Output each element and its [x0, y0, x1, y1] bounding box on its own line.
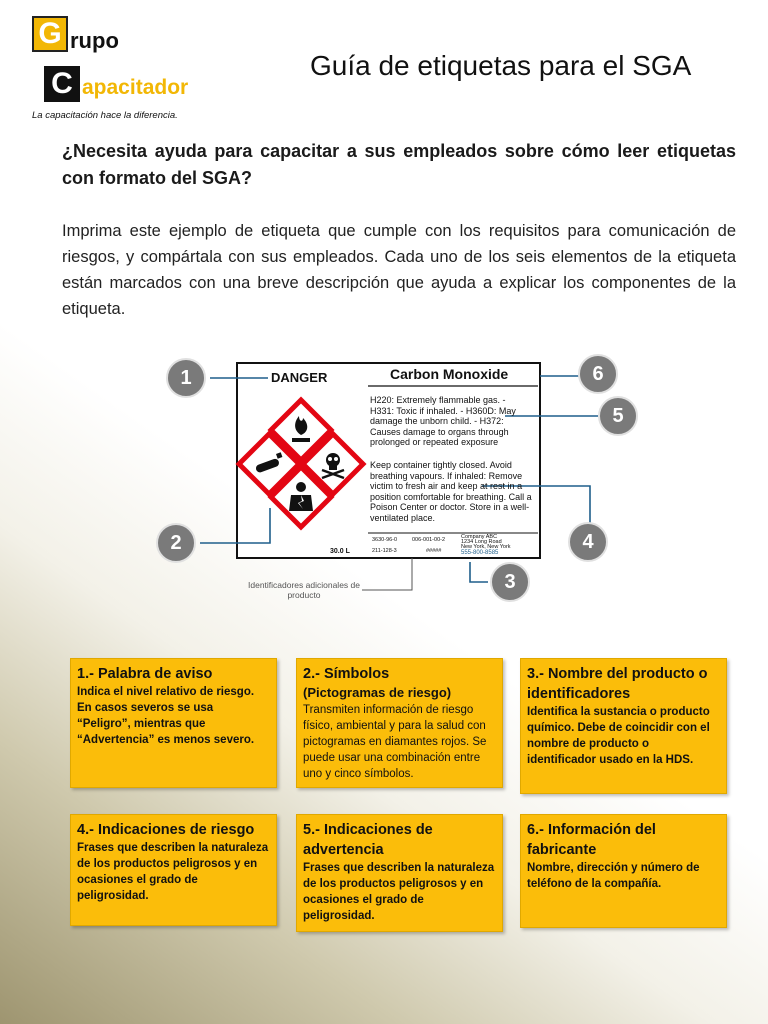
card-signal-word	[70, 658, 277, 788]
intro-paragraph: Imprima este ejemplo de etiqueta que cumple con los requisitos para comunicación de riesgos, y compártala con sus empleados. Cada uno de los seis elementos de la etiqueta están marcados con una breve descripción que ayuda a explicar los componentes de la etiqueta.	[62, 222, 736, 318]
supplier-address-1: 1234 Long Road	[461, 539, 502, 545]
card-title: 3.- Nombre del producto o identificadores	[527, 666, 708, 702]
card-body: Frases que describen la naturaleza de los productos peligrosos y en ocasiones el grado de peligrosidad.	[77, 842, 269, 902]
supplier-phone: 555-800-8585	[461, 550, 499, 556]
logo-word-grupo: rupo	[70, 28, 119, 53]
card-body: Indica el nivel relativo de riesgo. En casos severos se usa “Peligro”, mientras que “Advertencia” es menos severo.	[77, 686, 255, 746]
card-supplier-information	[520, 814, 727, 928]
card-title: 5.- Indicaciones de advertencia	[303, 822, 433, 858]
card-title: 4.- Indicaciones de riesgo	[77, 822, 255, 838]
card-symbols	[296, 658, 503, 788]
card-body: Identifica la sustancia o producto químico. Debe de coincidir con el nombre de producto o identificador usado en la HDS.	[527, 706, 710, 766]
question-heading: ¿Necesita ayuda para capacitar a sus empleados sobre cómo leer etiquetas con formato del SGA?	[62, 141, 736, 188]
card-title: 2.- Símbolos	[303, 666, 390, 682]
marker-1: 1	[166, 358, 206, 398]
code-2: 006-001-00-2	[412, 537, 446, 543]
card-title: 1.- Palabra de aviso	[77, 666, 213, 682]
supplier-address-2: New York, New York	[461, 544, 511, 550]
ghs-label-diagram	[150, 350, 640, 610]
marker-3: 3	[490, 562, 530, 602]
card-product-identifier	[520, 658, 727, 794]
precautionary-statements: Keep container tightly closed. Avoid breathing vapours. If inhaled: Remove victim to fresh air and keep at rest in a position comfortable for breathing. Call a Poison Center or doctor. Store in a well-ventilated place.	[370, 460, 532, 523]
card-precautionary-statements	[296, 814, 503, 932]
card-body: Transmiten información de riesgo físico, ambiental y para la salud con pictogramas en diamantes rojos. Se puede usar una combinación entre uno y cinco símbolos.	[303, 704, 487, 780]
quantity: 30.0 L	[330, 548, 350, 555]
company-logo	[30, 14, 230, 124]
code-4: #####	[426, 548, 442, 554]
logo-word-capacitador: apacitador	[82, 76, 189, 99]
card-title: 6.- Información del fabricante	[527, 822, 656, 858]
leader-3	[470, 562, 488, 582]
identifiers-caption: Identificadores adicionales de producto	[248, 580, 360, 600]
code-1: 3630-96-0	[372, 537, 398, 543]
hazard-statements: H220: Extremely flammable gas. - H331: Toxic if inhaled. - H360D: May damage the unborn child. - H372: Causes damage to organs through prolonged or repeated exposure	[370, 395, 516, 447]
leader-identifiers	[362, 558, 412, 590]
marker-6: 6	[578, 354, 618, 394]
marker-4: 4	[568, 522, 608, 562]
logo-c-box: C	[44, 66, 80, 102]
card-subtitle: (Pictogramas de riesgo)	[303, 685, 452, 700]
page-title: Guía de etiquetas para el SGA	[310, 50, 692, 81]
logo-g-box: G	[32, 16, 68, 52]
marker-2: 2	[156, 523, 196, 563]
marker-5: 5	[598, 396, 638, 436]
logo-tagline: La capacitación hace la diferencia.	[32, 110, 178, 121]
code-3: 211-128-3	[372, 548, 397, 554]
supplier-name: Company ABC	[461, 534, 498, 540]
product-name: Carbon Monoxide	[390, 366, 509, 382]
card-body: Frases que describen la naturaleza de los productos peligrosos y en ocasiones el grado de peligrosidad.	[303, 862, 495, 922]
signal-word: DANGER	[271, 370, 328, 385]
card-body: Nombre, dirección y número de teléfono de la compañía.	[527, 862, 700, 890]
card-hazard-statements	[70, 814, 277, 926]
